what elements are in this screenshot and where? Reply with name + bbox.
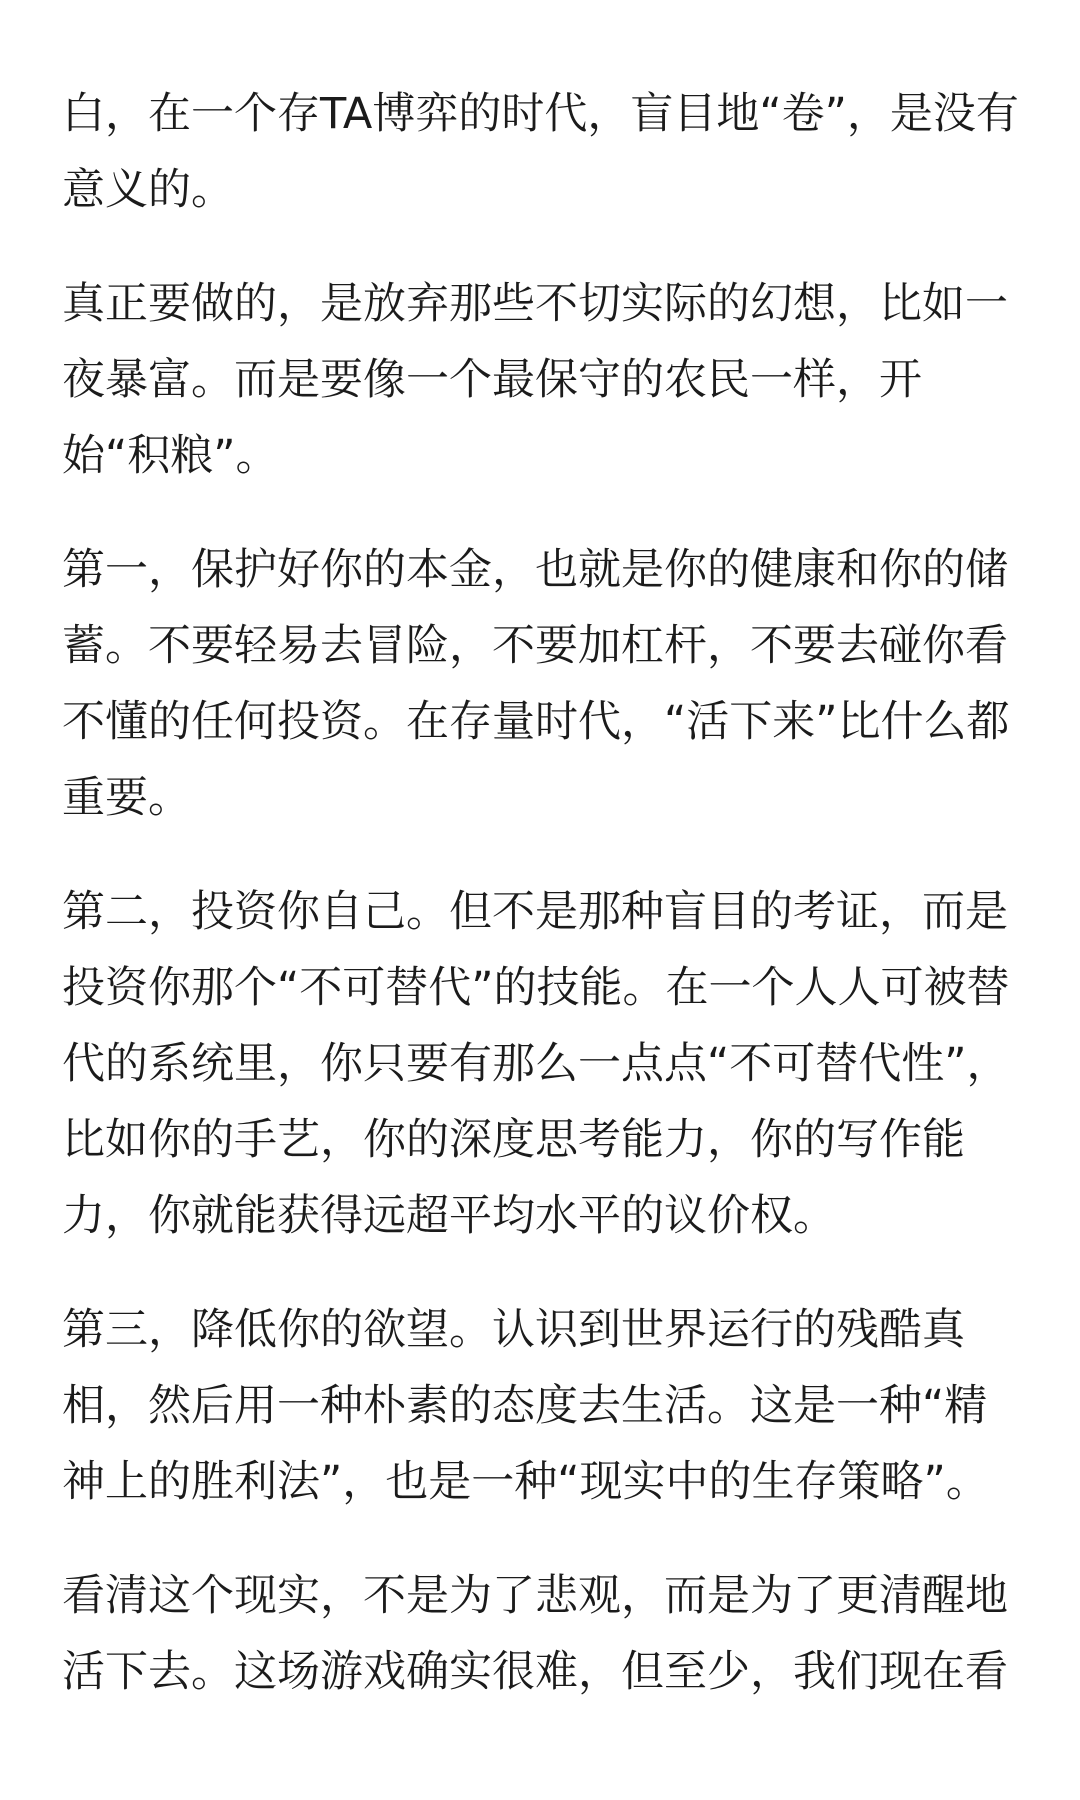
text-line: 真正要做的，是放弃那些不切实际的幻想，比如一	[62, 279, 1008, 329]
article-body	[62, 76, 1027, 1748]
text-line: 不懂的任何投资。在存量时代，“活下来”比什么都	[62, 697, 1010, 747]
text-line: 始“积粮”。	[62, 431, 279, 481]
paragraph-5	[62, 1292, 1027, 1520]
text-line: 蓄。不要轻易去冒险，不要加杠杆，不要去碰你看	[62, 621, 1008, 671]
text-line: 活下去。这场游戏确实很难，但至少，我们现在看	[62, 1647, 1008, 1697]
text-line: 代的系统里，你只要有那么一点点“不可替代性”，	[62, 1039, 1010, 1089]
text-line: 第二，投资你自己。但不是那种盲目的考证，而是	[62, 887, 1008, 937]
paragraph-6	[62, 1558, 1027, 1710]
text-line: 力，你就能获得远超平均水平的议价权。	[62, 1191, 836, 1241]
text-line: 看清这个现实，不是为了悲观，而是为了更清醒地	[62, 1571, 1008, 1621]
text-line: 比如你的手艺，你的深度思考能力，你的写作能	[62, 1115, 965, 1165]
text-line: 重要。	[62, 773, 191, 823]
paragraph-2	[62, 266, 1027, 494]
text-line: 意义的。	[62, 165, 234, 215]
text-line: 白，在一个存TA博弈的时代，盲目地“卷”，是没有	[62, 89, 1019, 139]
paragraph-1	[62, 76, 1027, 228]
text-line: 相，然后用一种朴素的态度去生活。这是一种“精	[62, 1381, 988, 1431]
paragraph-3	[62, 532, 1027, 836]
text-line: 夜暴富。而是要像一个最保守的农民一样，开	[62, 355, 922, 405]
paragraph-4	[62, 874, 1027, 1254]
text-line: 神上的胜利法”，也是一种“现实中的生存策略”。	[62, 1457, 989, 1507]
text-line: 第三，降低你的欲望。认识到世界运行的残酷真	[62, 1305, 965, 1355]
text-line: 投资你那个“不可替代”的技能。在一个人人可被替	[62, 963, 1010, 1013]
text-line: 第一，保护好你的本金，也就是你的健康和你的储	[62, 545, 1008, 595]
